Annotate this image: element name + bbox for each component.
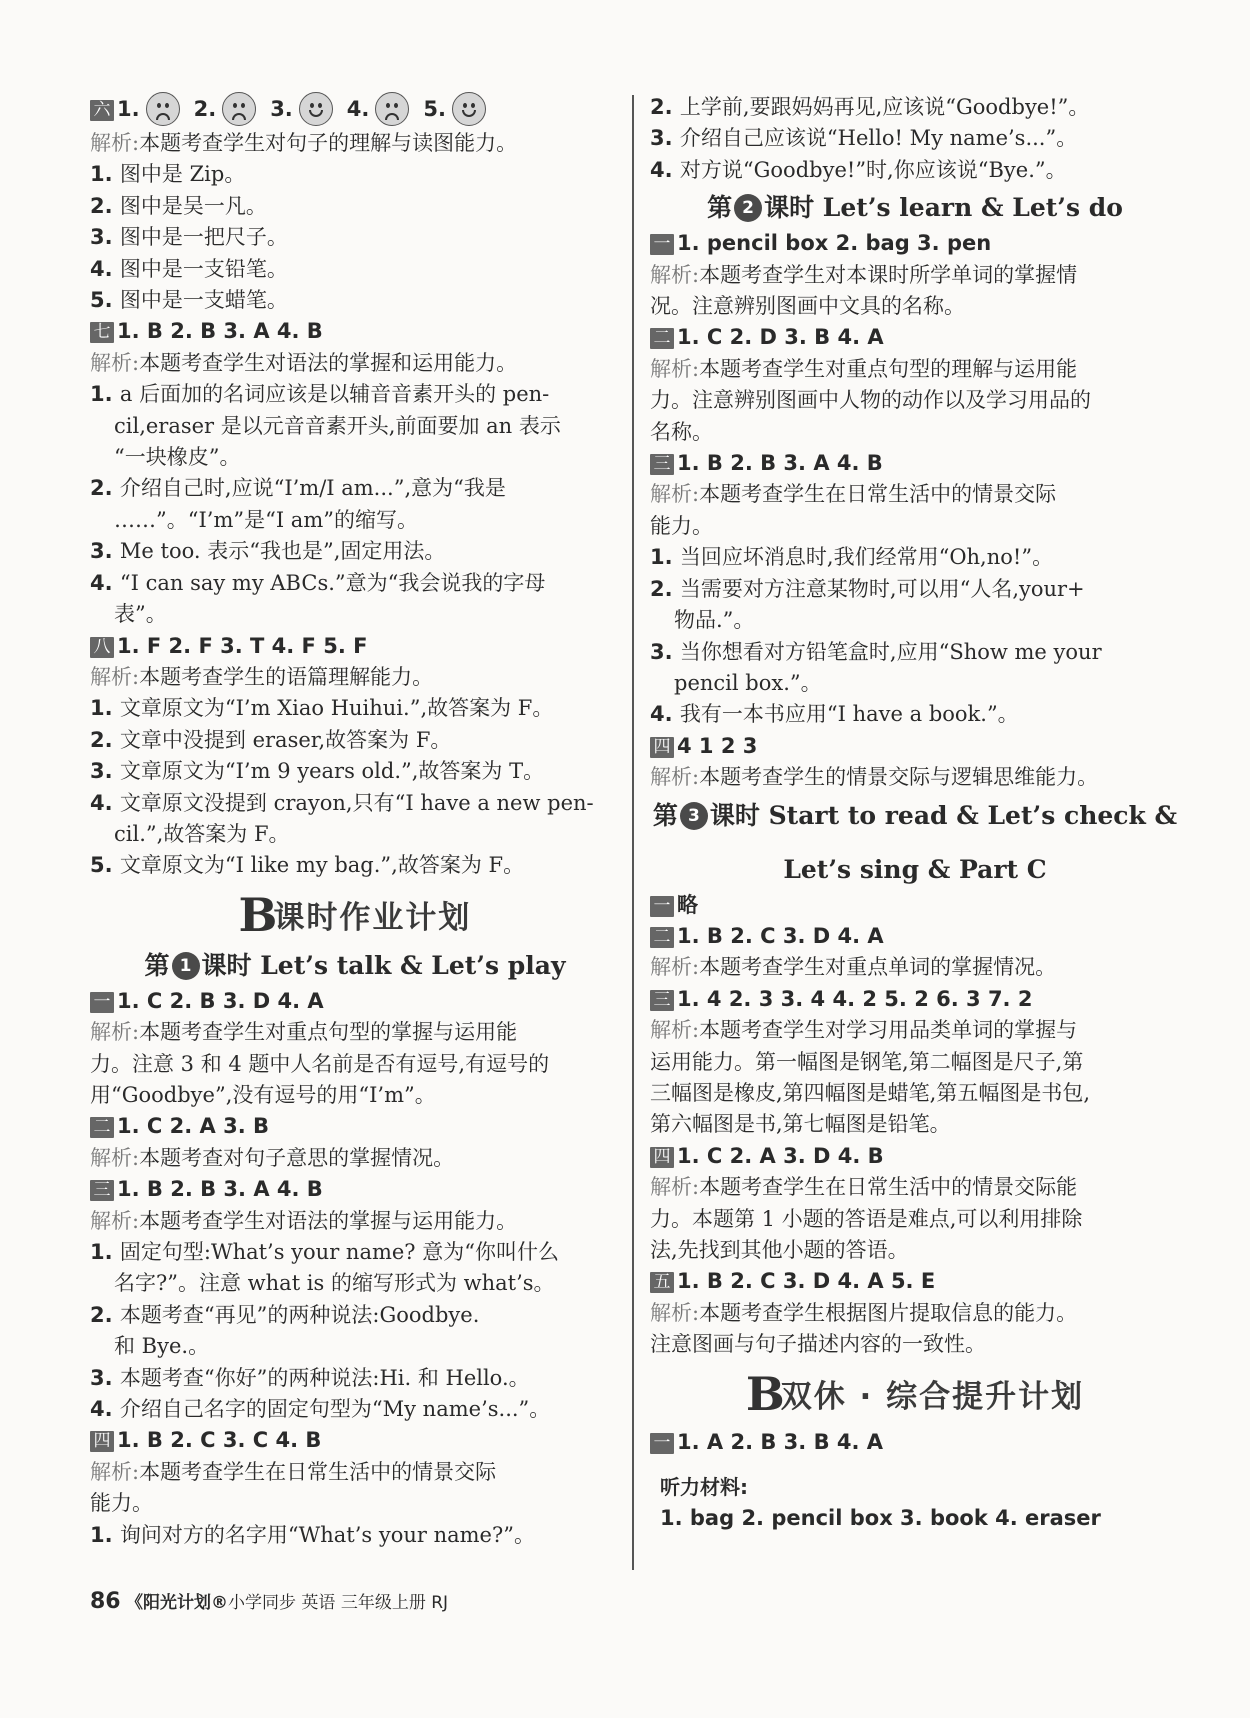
- analysis-line: [90, 1206, 620, 1237]
- answer-line: [650, 228, 1180, 259]
- question-badge: 八: [90, 637, 114, 658]
- explanation-line: [650, 92, 1180, 123]
- explanation-line: [650, 542, 1180, 573]
- analysis-line: [90, 348, 620, 379]
- section-text: 双休 · 综合提升计划: [780, 1378, 1085, 1415]
- analysis-label: 解析:: [90, 1020, 140, 1045]
- lesson-title: [650, 190, 1180, 226]
- answer-line: [650, 1427, 1180, 1458]
- explanation-line: [90, 1520, 620, 1551]
- explanation-line: [90, 222, 620, 253]
- face-mouth: [462, 110, 476, 117]
- item-number: 3.: [90, 1365, 120, 1390]
- answers-text: 1. C 2. B 3. D 4. A: [117, 988, 324, 1013]
- item-text: 本题考查“再见”的两种说法:Goodbye.: [119, 1302, 480, 1327]
- analysis-text: 能力。: [90, 1491, 153, 1516]
- explanation-line: [90, 693, 620, 724]
- answers-text: 1. pencil box 2. bag 3. pen: [677, 231, 992, 256]
- question-badge: 三: [90, 1180, 114, 1201]
- analysis-line: [90, 1017, 620, 1048]
- item-text: 物品.”。: [674, 608, 755, 633]
- item-text: 当需要对方注意某物时,可以用“人名,your+: [679, 576, 1085, 601]
- analysis-line: [650, 952, 1180, 983]
- faces-answer-line: [90, 92, 620, 126]
- answers-text: 1. B 2. B 3. A 4. B: [117, 319, 323, 344]
- item-text: 图中是 Zip。: [119, 162, 246, 187]
- item-number: 3.: [90, 759, 120, 784]
- analysis-text: 力。注意辨别图画中人物的动作以及学习用品的: [650, 388, 1091, 413]
- lesson-number: 3: [680, 802, 708, 830]
- listening-text: 1. bag 2. pencil box 3. book 4. eraser: [660, 1506, 1101, 1531]
- analysis-text: 法,先找到其他小题的答语。: [650, 1238, 909, 1262]
- question-badge: 四: [650, 737, 674, 758]
- item-text: 和 Bye.。: [114, 1334, 210, 1359]
- answer-line: [650, 448, 1180, 479]
- analysis-label: 解析:: [90, 350, 140, 375]
- analysis-label: 解析:: [650, 482, 700, 507]
- analysis-text: 本题考查学生对句子的理解与读图能力。: [139, 131, 518, 155]
- explanation-line: [90, 379, 620, 410]
- item-text: 我有一本书应用“I have a book.”。: [679, 702, 1019, 727]
- analysis-line: [650, 1298, 1180, 1329]
- analysis-label: 解析:: [650, 955, 700, 980]
- analysis-text: 本题考查学生对语法的掌握与运用能力。: [139, 1208, 518, 1233]
- sad-face-icon: [222, 92, 256, 126]
- analysis-label: 解析:: [650, 765, 700, 790]
- answers-text: 1. B 2. C 3. D 4. A: [677, 923, 884, 948]
- lesson-prefix: 第: [144, 950, 170, 980]
- analysis-line: [650, 762, 1180, 793]
- analysis-text: 本题考查学生对重点句型的理解与运用能: [699, 356, 1078, 381]
- item-text: 文章原文没提到 crayon,只有“I have a new pen-: [119, 790, 594, 815]
- analysis-line: [650, 1078, 1180, 1109]
- analysis-text: 本题考查学生对重点句型的掌握与运用能: [139, 1020, 518, 1045]
- face-item-number: 4.: [346, 97, 370, 121]
- explanation-line: [90, 1363, 620, 1394]
- question-badge: 一: [650, 234, 674, 255]
- item-text: Me too. 表示“我也是”,固定用法。: [119, 539, 446, 564]
- answer-line: [90, 631, 620, 662]
- analysis-line: [650, 385, 1180, 416]
- item-number: 2.: [650, 95, 680, 119]
- question-badge: 四: [650, 1147, 674, 1168]
- explanation-line: [90, 285, 620, 316]
- answers-text: 1. C 2. D 3. B 4. A: [677, 325, 884, 350]
- explanation-line: [650, 668, 1180, 699]
- analysis-text: 第六幅图是书,第七幅图是铅笔。: [650, 1112, 951, 1137]
- item-text: “一块橡皮”。: [114, 445, 241, 470]
- explanation-line: [90, 473, 620, 504]
- explanation-line: [90, 254, 620, 285]
- answers-text: 1. 4 2. 3 3. 4 4. 2 5. 2 6. 3 7. 2: [677, 986, 1033, 1011]
- answer-line: [650, 1266, 1180, 1297]
- face-mouth: [156, 113, 170, 120]
- lesson-number: 1: [172, 952, 200, 980]
- answers-text: 1. C 2. A 3. D 4. B: [677, 1143, 884, 1168]
- question-badge: 一: [650, 1433, 674, 1454]
- answer-line: [90, 1111, 620, 1142]
- book-info: 小学同步 英语 三年级上册 RJ: [228, 1593, 449, 1613]
- analysis-text: 名称。: [650, 419, 713, 444]
- explanation-line: [90, 191, 620, 222]
- item-text: 对方说“Goodbye!”时,你应该说“Bye.”。: [679, 157, 1067, 182]
- explanation-line: [90, 411, 620, 442]
- item-number: 4.: [90, 256, 120, 281]
- explanation-line: [90, 1331, 620, 1362]
- explanation-line: [90, 756, 620, 787]
- analysis-text: 本题考查对句子意思的掌握情况。: [139, 1145, 455, 1170]
- analysis-label: 解析:: [650, 1300, 700, 1325]
- question-badge: 二: [650, 927, 674, 948]
- analysis-line: [650, 1015, 1180, 1046]
- analysis-line: [90, 1457, 620, 1488]
- face-mouth: [232, 113, 246, 120]
- sad-face-icon: [375, 92, 409, 126]
- answer-line: [650, 890, 1180, 921]
- analysis-text: 能力。: [650, 513, 713, 538]
- answers-text: 1. F 2. F 3. T 4. F 5. F: [117, 633, 368, 658]
- analysis-text: 本题考查学生对本课时所学单词的掌握情: [699, 262, 1078, 287]
- explanation-line: [90, 1268, 620, 1299]
- column-divider: [632, 95, 634, 1570]
- item-number: 1.: [650, 545, 680, 570]
- answers-text: 略: [677, 892, 698, 917]
- analysis-label: 解析:: [650, 1018, 700, 1043]
- analysis-text: 本题考查学生的语篇理解能力。: [139, 664, 434, 689]
- explanation-line: [90, 725, 620, 756]
- item-text: 名字?”。注意 what is 的缩写形式为 what’s。: [114, 1271, 555, 1296]
- analysis-line: [650, 1204, 1180, 1235]
- analysis-line: [90, 662, 620, 693]
- analysis-text: 三幅图是橡皮,第四幅图是蜡笔,第五幅图是书包,: [650, 1080, 1091, 1105]
- question-badge: 五: [650, 1272, 674, 1293]
- section-letter: B: [745, 1366, 785, 1421]
- explanation-line: [90, 1237, 620, 1268]
- item-number: 2.: [90, 727, 120, 752]
- explanation-line: [90, 159, 620, 190]
- item-text: 上学前,要跟妈妈再见,应该说“Goodbye!”。: [679, 95, 1090, 119]
- item-number: 4.: [90, 1397, 120, 1422]
- answer-line: [650, 1141, 1180, 1172]
- analysis-line: [90, 1143, 620, 1174]
- item-number: 2.: [90, 476, 120, 501]
- page-number: 86: [90, 1589, 121, 1614]
- item-number: 1.: [90, 1522, 120, 1547]
- explanation-line: [650, 699, 1180, 730]
- analysis-label: 解析:: [90, 1459, 140, 1484]
- question-badge: 四: [90, 1431, 114, 1452]
- lesson-title: [650, 798, 1180, 834]
- item-number: 2.: [90, 1302, 120, 1327]
- listening-title: 听力材料:: [660, 1475, 748, 1500]
- face-item-number: 3.: [270, 97, 293, 121]
- sad-face-icon: [146, 92, 180, 126]
- answers-text: 1. B 2. B 3. A 4. B: [117, 1177, 323, 1202]
- explanation-line: [90, 442, 620, 473]
- item-number: 3.: [90, 539, 120, 564]
- question-badge: 三: [650, 454, 674, 475]
- analysis-label: 解析:: [90, 131, 140, 155]
- item-number: 4.: [650, 157, 680, 182]
- analysis-text: 运用能力。第一幅图是钢笔,第二幅图是尺子,第: [650, 1049, 1084, 1074]
- item-number: 5.: [90, 853, 120, 878]
- item-text: 文章原文为“I’m 9 years old.”,故答案为 T。: [119, 759, 545, 784]
- item-text: 本题考查“你好”的两种说法:Hi. 和 Hello.。: [119, 1365, 530, 1390]
- face-mouth: [385, 113, 399, 120]
- item-text: 介绍自己时,应说“I’m/I am...”,意为“我是: [119, 476, 506, 501]
- answers-text: 1. C 2. A 3. B: [117, 1114, 269, 1139]
- analysis-text: 本题考查学生对学习用品类单词的掌握与: [699, 1018, 1078, 1043]
- analysis-line: [90, 1488, 620, 1519]
- analysis-line: [90, 1049, 620, 1080]
- explanation-line: [650, 605, 1180, 636]
- face-item-number: 5.: [423, 97, 446, 121]
- section-heading: [90, 888, 620, 942]
- item-text: 固定句型:What’s your name? 意为“你叫什么: [119, 1240, 559, 1264]
- item-number: 1.: [90, 382, 120, 407]
- analysis-text: 本题考查学生在日常生活中的情景交际: [139, 1459, 497, 1484]
- answers-text: 4 1 2 3: [677, 733, 758, 758]
- item-number: 3.: [650, 639, 680, 664]
- answers-text: 1. B 2. C 3. C 4. B: [117, 1428, 322, 1453]
- answers-text: 1. B 2. B 3. A 4. B: [677, 451, 883, 476]
- item-number: 4.: [650, 702, 680, 727]
- item-text: 询问对方的名字用“What’s your name?”。: [119, 1522, 535, 1547]
- question-badge: 一: [90, 992, 114, 1013]
- page-footer: [90, 1588, 448, 1614]
- section-letter: B: [238, 887, 278, 942]
- analysis-text: 用“Goodbye”,没有逗号的用“I’m”。: [90, 1082, 436, 1107]
- brand-name: 《阳光计划®: [126, 1593, 229, 1613]
- item-text: 图中是一支蜡笔。: [119, 288, 288, 313]
- analysis-line: [650, 1329, 1180, 1360]
- explanation-line: [650, 637, 1180, 668]
- explanation-line: [90, 819, 620, 850]
- analysis-label: 解析:: [90, 1145, 140, 1170]
- analysis-line: [650, 417, 1180, 448]
- lesson-title-line2: Let’s sing & Part C: [783, 854, 1047, 884]
- explanation-line: [90, 599, 620, 630]
- item-text: 图中是一把尺子。: [119, 225, 288, 250]
- analysis-line: [650, 291, 1180, 322]
- item-number: 1.: [90, 1240, 120, 1264]
- analysis-label: 解析:: [90, 664, 140, 689]
- item-number: 2.: [650, 576, 680, 601]
- item-text: cil,eraser 是以元音音素开头,前面要加 an 表示: [114, 413, 561, 438]
- lesson-name: 课时 Let’s talk & Let’s play: [201, 950, 566, 980]
- analysis-text: 本题考查学生在日常生活中的情景交际能: [699, 1175, 1078, 1200]
- item-number: 5.: [90, 288, 120, 313]
- item-text: 文章原文为“I’m Xiao Huihui.”,故答案为 F。: [119, 696, 554, 721]
- item-number: 3.: [90, 225, 120, 250]
- analysis-text: 注意图画与句子描述内容的一致性。: [650, 1332, 986, 1357]
- analysis-line: [90, 1080, 620, 1111]
- item-number: 3.: [650, 126, 680, 151]
- question-badge: 六: [90, 100, 114, 121]
- analysis-line: [650, 1047, 1180, 1078]
- item-text: 当回应坏消息时,我们经常用“Oh,no!”。: [679, 545, 1054, 570]
- answers-text: 1. A 2. B 3. B 4. A: [677, 1429, 884, 1454]
- item-number: 1.: [90, 696, 120, 721]
- analysis-line: [650, 354, 1180, 385]
- analysis-line: [650, 260, 1180, 291]
- item-text: 文章中没提到 eraser,故答案为 F。: [119, 727, 452, 752]
- face-item-number: 1.: [117, 97, 140, 121]
- answer-line: [650, 731, 1180, 762]
- item-text: 文章原文为“I like my bag.”,故答案为 F。: [119, 853, 525, 878]
- answer-line: [90, 316, 620, 347]
- face-mouth: [309, 110, 323, 117]
- lesson-name: 课时 Let’s learn & Let’s do: [764, 193, 1123, 223]
- smiley-face-icon: [452, 92, 486, 126]
- analysis-text: 力。注意 3 和 4 题中人名前是否有逗号,有逗号的: [90, 1051, 550, 1076]
- answer-line: [90, 1425, 620, 1456]
- explanation-line: [90, 850, 620, 881]
- answer-line: [90, 986, 620, 1017]
- lesson-name: 课时 Start to read & Let’s check &: [709, 800, 1178, 830]
- lesson-prefix: 第: [707, 193, 733, 223]
- listening-content: [650, 1503, 1180, 1534]
- item-text: cil.”,故答案为 F。: [114, 821, 290, 846]
- item-text: ……”。“I’m”是“I am”的缩写。: [114, 507, 418, 532]
- answers-text: 1. B 2. C 3. D 4. A 5. E: [677, 1269, 936, 1294]
- analysis-text: 况。注意辨别图画中文具的名称。: [650, 294, 965, 319]
- analysis-line: [90, 128, 620, 159]
- item-number: 4.: [90, 570, 120, 595]
- analysis-label: 解析:: [90, 1208, 140, 1233]
- face-item-number: 2.: [193, 97, 217, 121]
- analysis-text: 本题考查学生的情景交际与逻辑思维能力。: [699, 765, 1099, 790]
- explanation-line: [90, 568, 620, 599]
- analysis-text: 本题考查学生根据图片提取信息的能力。: [699, 1300, 1078, 1325]
- answer-line: [650, 322, 1180, 353]
- explanation-line: [90, 505, 620, 536]
- question-badge: 三: [650, 990, 674, 1011]
- answer-line: [650, 921, 1180, 952]
- section-heading: [650, 1367, 1180, 1421]
- section-text: 课时作业计划: [273, 899, 472, 936]
- analysis-line: [650, 1172, 1180, 1203]
- lesson-prefix: 第: [652, 800, 678, 830]
- item-text: 图中是吴一凡。: [119, 193, 267, 218]
- question-badge: 一: [650, 896, 674, 917]
- item-number: 1.: [90, 162, 120, 187]
- item-number: 4.: [90, 790, 120, 815]
- explanation-line: [90, 788, 620, 819]
- analysis-line: [650, 479, 1180, 510]
- lesson-number: 2: [734, 194, 762, 222]
- item-text: pencil box.”。: [674, 670, 822, 695]
- item-text: 当你想看对方铅笔盒时,应用“Show me your: [679, 639, 1102, 664]
- item-text: “I can say my ABCs.”意为“我会说我的字母: [119, 570, 546, 595]
- explanation-line: [90, 1300, 620, 1331]
- explanation-line: [650, 574, 1180, 605]
- analysis-label: 解析:: [650, 1175, 700, 1200]
- answer-line: [650, 984, 1180, 1015]
- explanation-line: [90, 536, 620, 567]
- question-badge: 二: [650, 328, 674, 349]
- explanation-line: [650, 155, 1180, 186]
- analysis-text: 本题考查学生对语法的掌握和运用能力。: [139, 350, 518, 375]
- explanation-line: [90, 1394, 620, 1425]
- item-text: 表”。: [114, 602, 167, 627]
- left-column: [90, 92, 620, 1551]
- question-badge: 七: [90, 322, 114, 343]
- analysis-text: 本题考查学生在日常生活中的情景交际: [699, 482, 1057, 507]
- right-column: [650, 92, 1180, 1534]
- item-text: 图中是一支铅笔。: [119, 256, 288, 281]
- lesson-title: [90, 948, 620, 984]
- item-text: a 后面加的名词应该是以辅音音素开头的 pen-: [119, 382, 550, 407]
- item-number: 2.: [90, 193, 120, 218]
- analysis-text: 力。本题第 1 小题的答语是难点,可以利用排除: [650, 1206, 1083, 1231]
- analysis-label: 解析:: [650, 356, 700, 381]
- analysis-line: [650, 1109, 1180, 1140]
- item-text: 介绍自己名字的固定句型为“My name’s...”。: [119, 1397, 551, 1422]
- analysis-label: 解析:: [650, 262, 700, 287]
- answer-line: [90, 1174, 620, 1205]
- analysis-line: [650, 1235, 1180, 1266]
- analysis-line: [650, 511, 1180, 542]
- item-text: 介绍自己应该说“Hello! My name’s...”。: [679, 126, 1078, 151]
- explanation-line: [650, 123, 1180, 154]
- smiley-face-icon: [299, 92, 333, 126]
- question-badge: 二: [90, 1117, 114, 1138]
- analysis-text: 本题考查学生对重点单词的掌握情况。: [699, 955, 1057, 980]
